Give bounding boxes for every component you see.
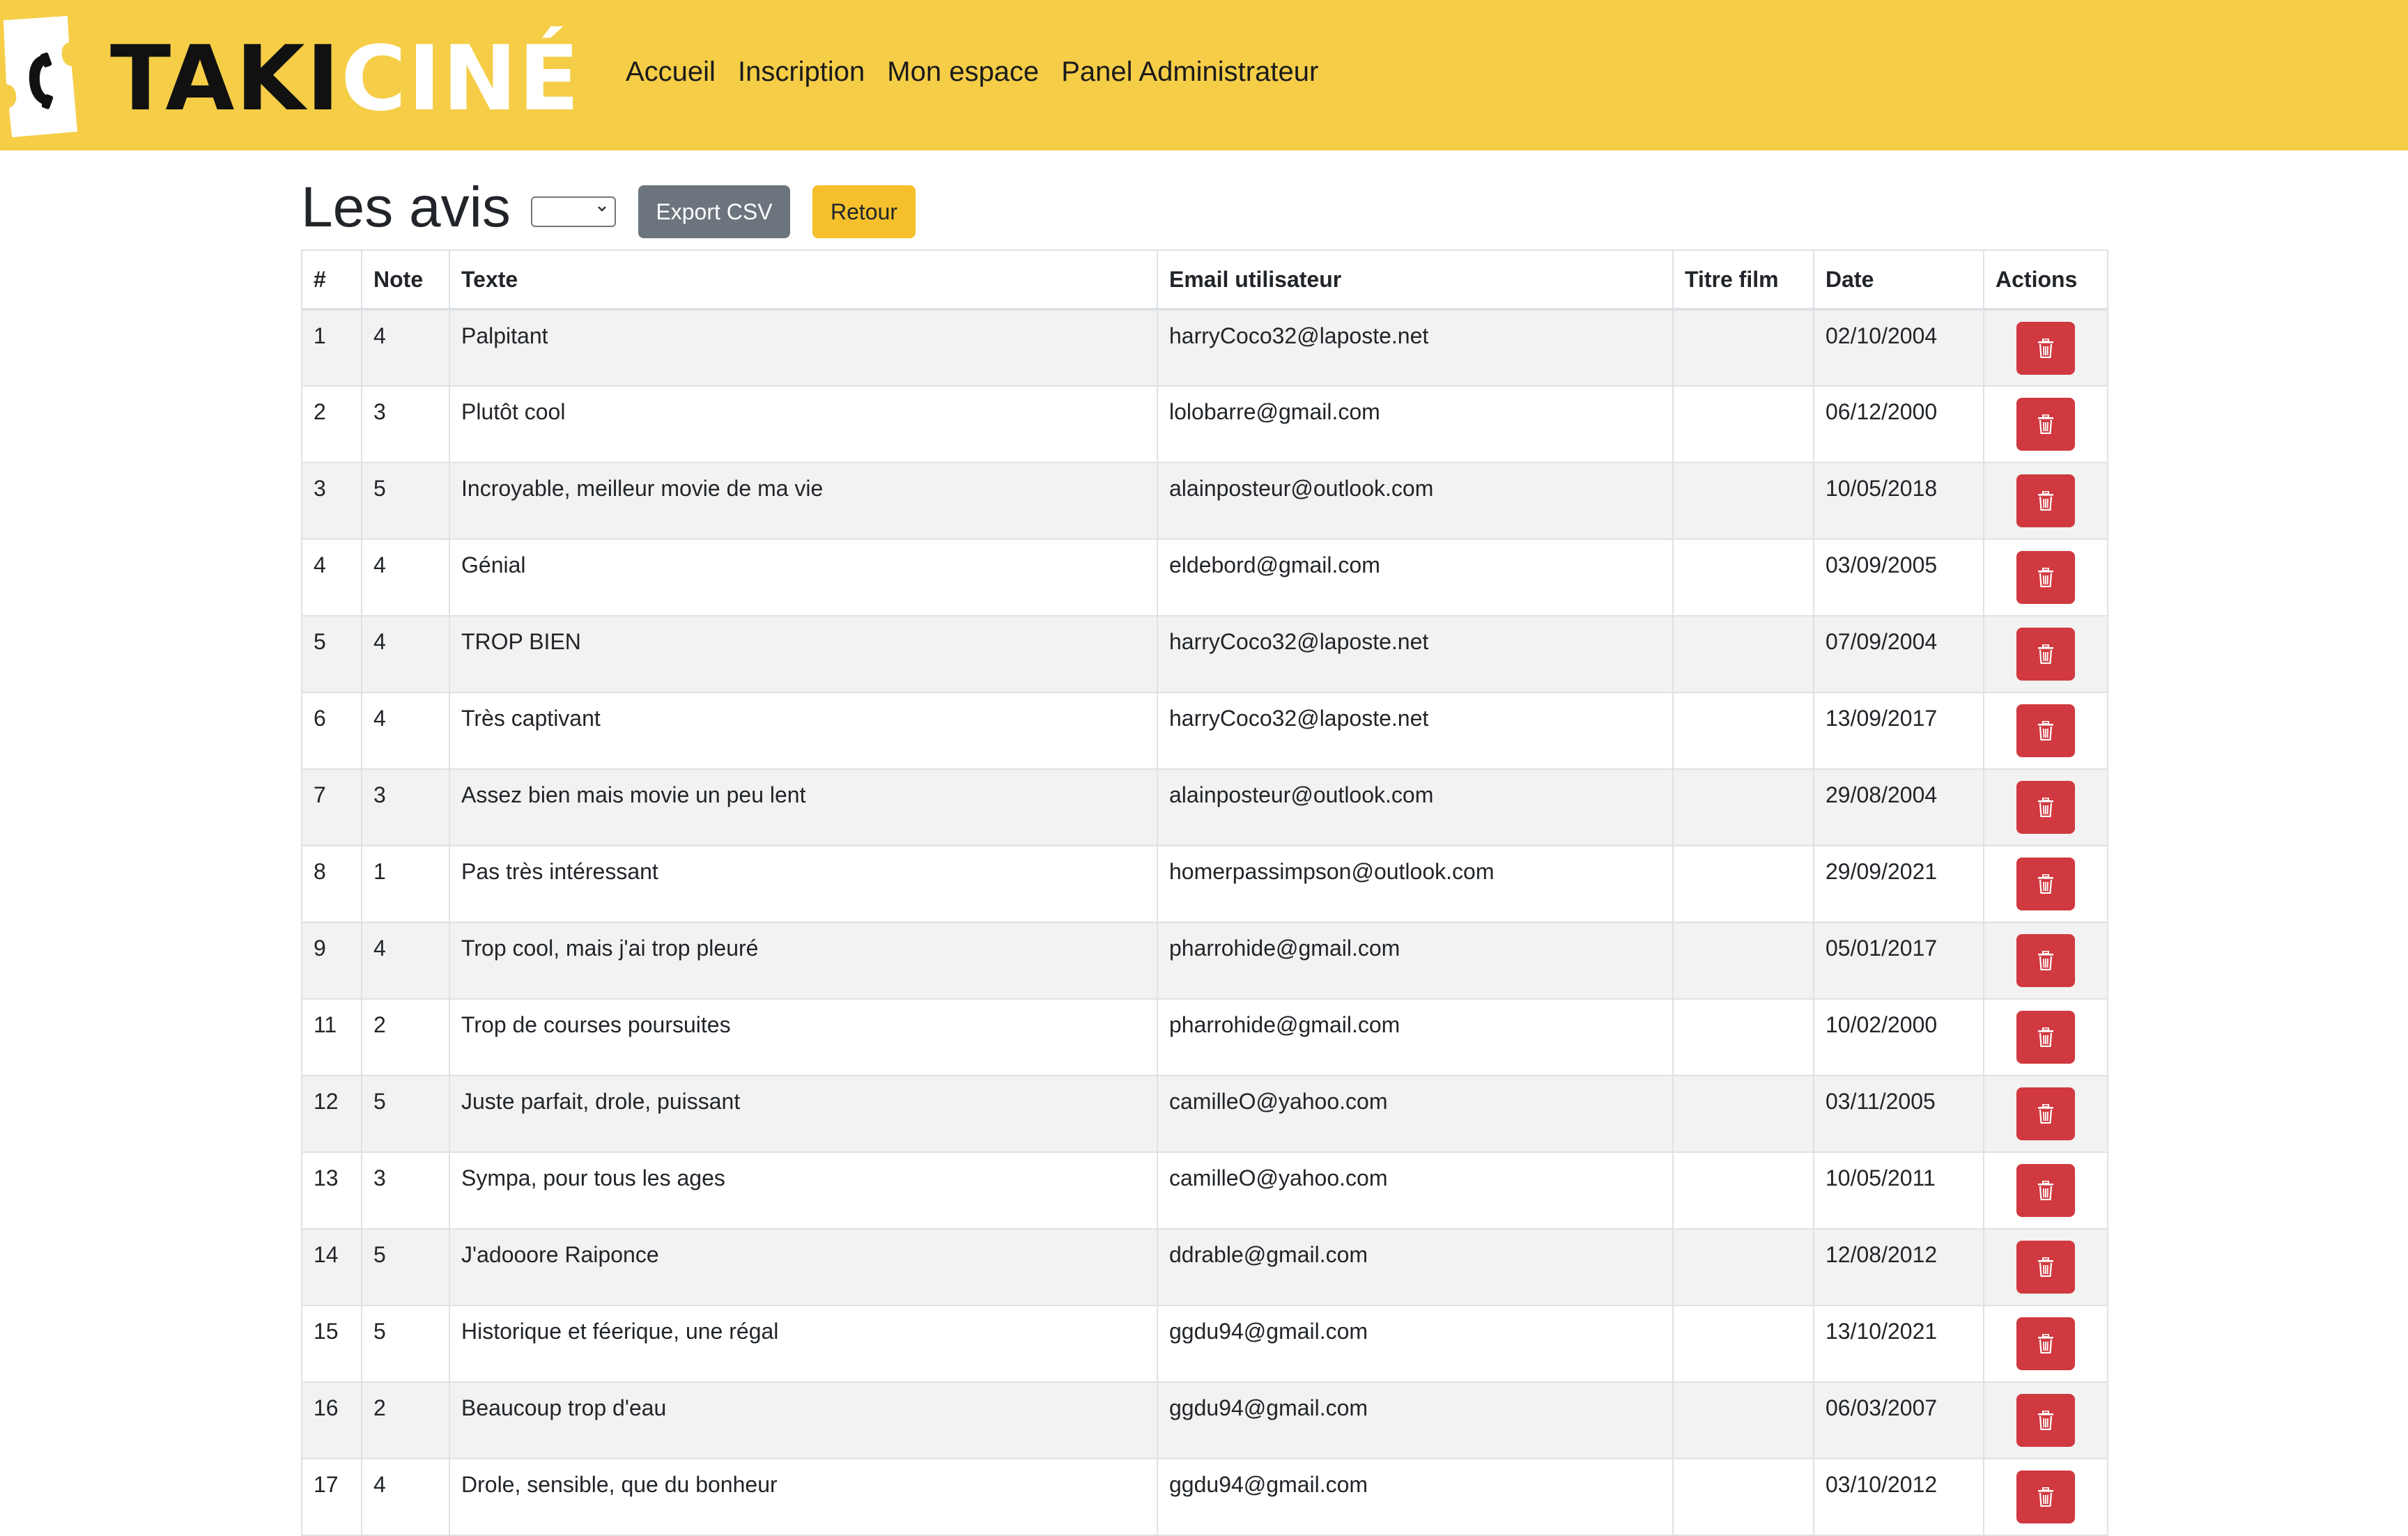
nav-link-panel-admin[interactable]: Panel Administrateur <box>1061 50 1318 93</box>
ticket-phone-icon <box>0 14 84 138</box>
cell-note: 4 <box>362 616 449 692</box>
cell-date: 10/02/2000 <box>1814 999 1984 1076</box>
cell-date: 07/09/2004 <box>1814 616 1984 692</box>
cell-texte: Pas très intéressant <box>449 846 1157 922</box>
cell-email: homerpassimpson@outlook.com <box>1157 846 1673 922</box>
cell-note: 4 <box>362 692 449 769</box>
cell-titre-film <box>1673 922 1814 999</box>
header-date: Date <box>1814 250 1984 309</box>
delete-button[interactable] <box>2016 858 2075 910</box>
cell-date: 13/10/2021 <box>1814 1305 1984 1382</box>
cell-actions <box>1984 1076 2108 1152</box>
cell-titre-film <box>1673 692 1814 769</box>
cell-note: 3 <box>362 769 449 846</box>
cell-date: 10/05/2018 <box>1814 463 1984 539</box>
cell-titre-film <box>1673 1229 1814 1305</box>
table-row <box>302 309 2108 386</box>
header-texte: Texte <box>449 250 1157 309</box>
cell-actions <box>1984 309 2108 386</box>
cell-date: 05/01/2017 <box>1814 922 1984 999</box>
cell-note: 5 <box>362 1076 449 1152</box>
trash-icon <box>2037 568 2054 587</box>
reviews-table-body <box>302 309 2108 1535</box>
cell-id: 7 <box>302 769 362 846</box>
cell-email: harryCoco32@laposte.net <box>1157 692 1673 769</box>
cell-texte: TROP BIEN <box>449 616 1157 692</box>
delete-button[interactable] <box>2016 1241 2075 1294</box>
cell-actions <box>1984 616 2108 692</box>
cell-email: ggdu94@gmail.com <box>1157 1305 1673 1382</box>
cell-titre-film <box>1673 1305 1814 1382</box>
cell-id: 11 <box>302 999 362 1076</box>
header-actions: Actions <box>1984 250 2108 309</box>
delete-button[interactable] <box>2016 1164 2075 1217</box>
cell-email: pharrohide@gmail.com <box>1157 922 1673 999</box>
brand-name-light: CINÉ <box>341 27 580 131</box>
cell-texte: Drole, sensible, que du bonheur <box>449 1459 1157 1535</box>
table-row <box>302 1459 2108 1535</box>
cell-note: 4 <box>362 922 449 999</box>
cell-note: 5 <box>362 463 449 539</box>
cell-titre-film <box>1673 616 1814 692</box>
cell-date: 03/10/2012 <box>1814 1459 1984 1535</box>
trash-icon <box>2037 798 2054 817</box>
delete-button[interactable] <box>2016 474 2075 527</box>
cell-id: 13 <box>302 1152 362 1229</box>
trash-icon <box>2037 1257 2054 1277</box>
table-row <box>302 616 2108 692</box>
delete-button[interactable] <box>2016 1087 2075 1140</box>
table-row <box>302 1382 2108 1459</box>
cell-date: 13/09/2017 <box>1814 692 1984 769</box>
cell-titre-film <box>1673 1459 1814 1535</box>
cell-id: 9 <box>302 922 362 999</box>
cell-id: 8 <box>302 846 362 922</box>
trash-icon <box>2037 644 2054 664</box>
delete-button[interactable] <box>2016 781 2075 834</box>
delete-button[interactable] <box>2016 1011 2075 1064</box>
brand-name-dark: TAKI <box>110 27 341 131</box>
table-row <box>302 539 2108 616</box>
trash-icon <box>2037 1487 2054 1507</box>
table-row <box>302 1229 2108 1305</box>
reviews-table <box>301 249 2108 1536</box>
table-header-row <box>302 250 2108 309</box>
cell-texte: Très captivant <box>449 692 1157 769</box>
cell-titre-film <box>1673 309 1814 386</box>
table-row <box>302 999 2108 1076</box>
trash-icon <box>2037 491 2054 511</box>
cell-id: 17 <box>302 1459 362 1535</box>
chevron-down-icon <box>595 201 609 215</box>
cell-id: 16 <box>302 1382 362 1459</box>
header-email: Email utilisateur <box>1157 250 1673 309</box>
cell-titre-film <box>1673 1076 1814 1152</box>
reviews-table-container <box>301 249 2107 1536</box>
nav-link-accueil[interactable]: Accueil <box>626 50 716 93</box>
nav-link-mon-espace[interactable]: Mon espace <box>887 50 1039 93</box>
cell-texte: Trop cool, mais j'ai trop pleuré <box>449 922 1157 999</box>
cell-texte: Palpitant <box>449 309 1157 386</box>
cell-email: camilleO@yahoo.com <box>1157 1076 1673 1152</box>
cell-email: ddrable@gmail.com <box>1157 1229 1673 1305</box>
delete-button[interactable] <box>2016 1471 2075 1523</box>
delete-button[interactable] <box>2016 1394 2075 1447</box>
table-row <box>302 846 2108 922</box>
main-nav <box>626 50 1318 93</box>
cell-actions <box>1984 463 2108 539</box>
cell-note: 1 <box>362 846 449 922</box>
cell-id: 15 <box>302 1305 362 1382</box>
cell-texte: Historique et féerique, une régal <box>449 1305 1157 1382</box>
delete-button[interactable] <box>2016 704 2075 757</box>
cell-actions <box>1984 1459 2108 1535</box>
cell-texte: J'adooore Raiponce <box>449 1229 1157 1305</box>
cell-titre-film <box>1673 999 1814 1076</box>
trash-icon <box>2037 414 2054 434</box>
cell-date: 03/09/2005 <box>1814 539 1984 616</box>
cell-note: 5 <box>362 1305 449 1382</box>
cell-date: 02/10/2004 <box>1814 309 1984 386</box>
delete-button[interactable] <box>2016 628 2075 681</box>
delete-button[interactable] <box>2016 934 2075 987</box>
export-csv-button[interactable]: Export CSV <box>638 185 790 238</box>
cell-email: harryCoco32@laposte.net <box>1157 616 1673 692</box>
cell-date: 29/09/2021 <box>1814 846 1984 922</box>
cell-titre-film <box>1673 769 1814 846</box>
brand-name <box>110 31 580 128</box>
cell-texte: Beaucoup trop d'eau <box>449 1382 1157 1459</box>
cell-email: ggdu94@gmail.com <box>1157 1459 1673 1535</box>
filter-select[interactable] <box>531 196 616 227</box>
cell-email: eldebord@gmail.com <box>1157 539 1673 616</box>
cell-actions <box>1984 999 2108 1076</box>
cell-id: 2 <box>302 386 362 463</box>
cell-date: 06/12/2000 <box>1814 386 1984 463</box>
trash-icon <box>2037 1411 2054 1430</box>
cell-note: 4 <box>362 309 449 386</box>
cell-titre-film <box>1673 1152 1814 1229</box>
cell-id: 12 <box>302 1076 362 1152</box>
cell-note: 4 <box>362 1459 449 1535</box>
cell-date: 12/08/2012 <box>1814 1229 1984 1305</box>
cell-date: 29/08/2004 <box>1814 769 1984 846</box>
table-row <box>302 1152 2108 1229</box>
cell-actions <box>1984 1152 2108 1229</box>
cell-note: 5 <box>362 1229 449 1305</box>
cell-email: alainposteur@outlook.com <box>1157 769 1673 846</box>
cell-email: camilleO@yahoo.com <box>1157 1152 1673 1229</box>
cell-id: 1 <box>302 309 362 386</box>
cell-actions <box>1984 1305 2108 1382</box>
cell-titre-film <box>1673 463 1814 539</box>
cell-texte: Trop de courses poursuites <box>449 999 1157 1076</box>
cell-actions <box>1984 386 2108 463</box>
cell-titre-film <box>1673 1382 1814 1459</box>
cell-actions <box>1984 846 2108 922</box>
nav-link-inscription[interactable]: Inscription <box>738 50 865 93</box>
trash-icon <box>2037 721 2054 740</box>
trash-icon <box>2037 951 2054 970</box>
cell-email: lolobarre@gmail.com <box>1157 386 1673 463</box>
cell-id: 3 <box>302 463 362 539</box>
table-row <box>302 769 2108 846</box>
cell-actions <box>1984 769 2108 846</box>
trash-icon <box>2037 874 2054 894</box>
cell-titre-film <box>1673 846 1814 922</box>
page-title: Les avis <box>301 173 511 242</box>
delete-button[interactable] <box>2016 398 2075 451</box>
cell-texte: Sympa, pour tous les ages <box>449 1152 1157 1229</box>
cell-texte: Assez bien mais movie un peu lent <box>449 769 1157 846</box>
cell-actions <box>1984 922 2108 999</box>
cell-email: harryCoco32@laposte.net <box>1157 309 1673 386</box>
header-titre-film: Titre film <box>1673 250 1814 309</box>
cell-titre-film <box>1673 539 1814 616</box>
delete-button[interactable] <box>2016 551 2075 604</box>
trash-icon <box>2037 1104 2054 1124</box>
cell-id: 6 <box>302 692 362 769</box>
cell-email: alainposteur@outlook.com <box>1157 463 1673 539</box>
back-button[interactable]: Retour <box>812 185 916 238</box>
cell-date: 06/03/2007 <box>1814 1382 1984 1459</box>
cell-note: 2 <box>362 1382 449 1459</box>
table-row <box>302 692 2108 769</box>
cell-note: 4 <box>362 539 449 616</box>
table-row <box>302 463 2108 539</box>
cell-date: 03/11/2005 <box>1814 1076 1984 1152</box>
cell-email: ggdu94@gmail.com <box>1157 1382 1673 1459</box>
cell-actions <box>1984 539 2108 616</box>
table-row <box>302 922 2108 999</box>
cell-actions <box>1984 1382 2108 1459</box>
table-row <box>302 1305 2108 1382</box>
delete-button[interactable] <box>2016 322 2075 375</box>
cell-actions <box>1984 1229 2108 1305</box>
table-row <box>302 1076 2108 1152</box>
cell-date: 10/05/2011 <box>1814 1152 1984 1229</box>
cell-titre-film <box>1673 386 1814 463</box>
delete-button[interactable] <box>2016 1317 2075 1370</box>
cell-email: pharrohide@gmail.com <box>1157 999 1673 1076</box>
cell-texte: Juste parfait, drole, puissant <box>449 1076 1157 1152</box>
trash-icon <box>2037 339 2054 358</box>
cell-note: 3 <box>362 1152 449 1229</box>
cell-id: 4 <box>302 539 362 616</box>
cell-id: 5 <box>302 616 362 692</box>
table-row <box>302 386 2108 463</box>
header-id: # <box>302 250 362 309</box>
cell-id: 14 <box>302 1229 362 1305</box>
header-note: Note <box>362 250 449 309</box>
trash-icon <box>2037 1027 2054 1047</box>
brand-logo[interactable] <box>0 14 550 139</box>
cell-actions <box>1984 692 2108 769</box>
cell-texte: Incroyable, meilleur movie de ma vie <box>449 463 1157 539</box>
navbar <box>0 0 2408 150</box>
cell-texte: Génial <box>449 539 1157 616</box>
trash-icon <box>2037 1181 2054 1200</box>
cell-note: 3 <box>362 386 449 463</box>
trash-icon <box>2037 1334 2054 1353</box>
cell-note: 2 <box>362 999 449 1076</box>
cell-texte: Plutôt cool <box>449 386 1157 463</box>
